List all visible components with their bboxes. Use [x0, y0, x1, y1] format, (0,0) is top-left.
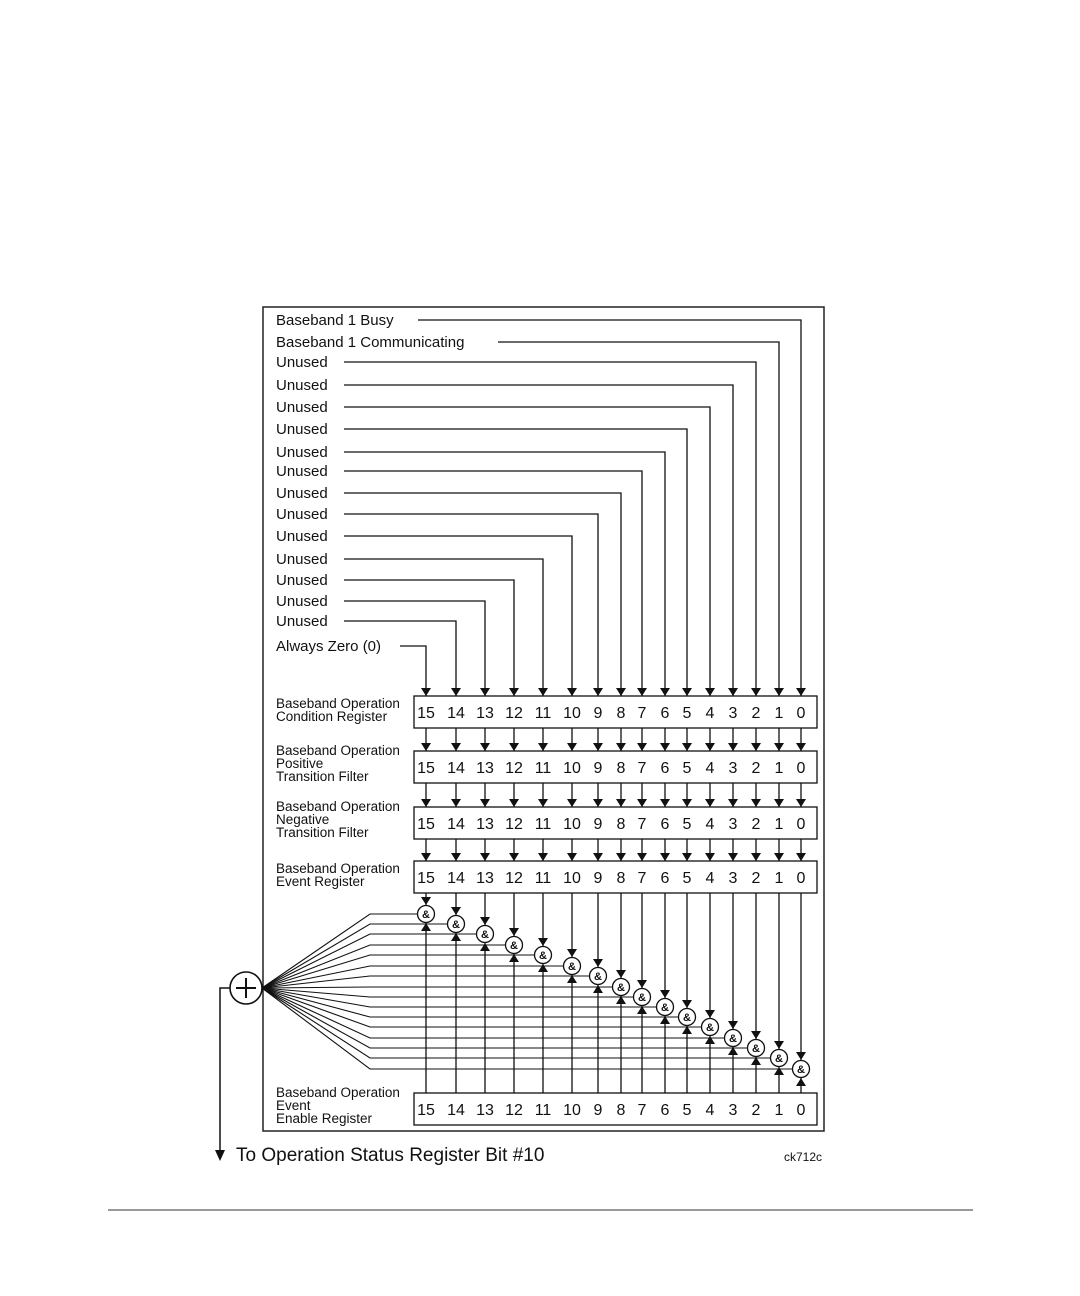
figure-code: ck712c — [784, 1150, 823, 1164]
register-bit-6: 6 — [660, 870, 670, 887]
register-bit-9: 9 — [593, 870, 603, 887]
register-bit-11: 11 — [534, 870, 552, 887]
register-bit-10: 10 — [563, 870, 581, 887]
and-gate-label: & — [510, 940, 518, 952]
register-bit-9: 9 — [593, 705, 603, 722]
bit-line-15 — [400, 646, 426, 696]
register-name-line: Baseband Operation — [276, 696, 400, 711]
register-bit-1: 1 — [774, 760, 784, 777]
and-gate-bit-11 — [262, 893, 552, 1093]
register-bit-15: 15 — [417, 705, 435, 722]
register-bit-7: 7 — [637, 705, 647, 722]
register-bit-11: 11 — [534, 1102, 552, 1119]
and-gate-bit-10 — [262, 893, 581, 1093]
and-gate-label: & — [539, 950, 547, 962]
register-bit-1: 1 — [774, 1102, 784, 1119]
bit-label-9: Unused — [276, 506, 328, 523]
register-name-line: Baseband Operation — [276, 861, 400, 876]
bit-label-13: Unused — [276, 593, 328, 610]
bit-line-3 — [344, 385, 733, 696]
bit-label-4: Unused — [276, 399, 328, 416]
and-gate-label: & — [617, 982, 625, 994]
bit-line-7 — [344, 471, 642, 696]
register-name-line: Transition Filter — [276, 769, 369, 784]
register-bit-2: 2 — [751, 760, 761, 777]
and-gate-bit-3 — [262, 893, 742, 1093]
register-name-line: Positive — [276, 756, 324, 771]
register-bit-5: 5 — [682, 760, 692, 777]
gate-output-line — [262, 966, 563, 988]
register-bit-8: 8 — [616, 870, 626, 887]
bit-line-8 — [344, 493, 621, 696]
register-bit-6: 6 — [660, 816, 670, 833]
register-bit-7: 7 — [637, 816, 647, 833]
register-bit-10: 10 — [563, 1102, 581, 1119]
register-bit-4: 4 — [705, 705, 715, 722]
bit-label-15: Always Zero (0) — [276, 638, 382, 655]
register-bit-8: 8 — [616, 1102, 626, 1119]
register-bit-5: 5 — [682, 870, 692, 887]
bit-line-4 — [344, 407, 710, 696]
bit-line-6 — [344, 452, 665, 696]
or-summation-symbol — [230, 972, 262, 1004]
register-bit-0: 0 — [796, 1102, 806, 1119]
register-bit-12: 12 — [505, 1102, 523, 1119]
and-gate-bit-0 — [262, 893, 810, 1093]
register-bit-13: 13 — [476, 870, 494, 887]
and-gates — [262, 893, 810, 1093]
registers — [276, 696, 817, 1126]
register-bit-5: 5 — [682, 816, 692, 833]
register-bit-0: 0 — [796, 870, 806, 887]
register-name-line: Baseband Operation — [276, 1085, 400, 1100]
register-bit-1: 1 — [774, 816, 784, 833]
output-label: To Operation Status Register Bit #10 — [236, 1145, 545, 1166]
and-gate-label: & — [797, 1064, 805, 1076]
register-bit-5: 5 — [682, 1102, 692, 1119]
register-bit-3: 3 — [728, 1102, 738, 1119]
register-bit-0: 0 — [796, 705, 806, 722]
register-bit-4: 4 — [705, 870, 715, 887]
register-bit-4: 4 — [705, 760, 715, 777]
register-bit-2: 2 — [751, 1102, 761, 1119]
register-bit-12: 12 — [505, 816, 523, 833]
register-name-line: Baseband Operation — [276, 799, 400, 814]
register-bit-7: 7 — [637, 1102, 647, 1119]
register-bit-11: 11 — [534, 760, 552, 777]
register-bit-10: 10 — [563, 705, 581, 722]
register-bit-1: 1 — [774, 870, 784, 887]
register-bit-13: 13 — [476, 816, 494, 833]
register-bit-7: 7 — [637, 870, 647, 887]
bit-label-8: Unused — [276, 485, 328, 502]
bit-label-10: Unused — [276, 528, 328, 545]
bit-label-1: Baseband 1 Communicating — [276, 334, 465, 351]
register-bit-15: 15 — [417, 816, 435, 833]
bit-label-2: Unused — [276, 354, 328, 371]
and-gate-label: & — [661, 1002, 669, 1014]
bit-label-14: Unused — [276, 613, 328, 630]
register-bit-11: 11 — [534, 816, 552, 833]
bit-label-7: Unused — [276, 463, 328, 480]
register-bit-9: 9 — [593, 816, 603, 833]
register-bit-10: 10 — [563, 816, 581, 833]
bit-label-3: Unused — [276, 377, 328, 394]
register-bit-12: 12 — [505, 705, 523, 722]
register-bit-8: 8 — [616, 760, 626, 777]
bit-label-5: Unused — [276, 421, 328, 438]
register-bit-12: 12 — [505, 870, 523, 887]
register-positive-filter — [276, 743, 817, 807]
register-bit-11: 11 — [534, 705, 552, 722]
register-name-line: Event — [276, 1098, 311, 1113]
register-bit-8: 8 — [616, 816, 626, 833]
and-gate-label: & — [452, 919, 460, 931]
register-bit-3: 3 — [728, 705, 738, 722]
register-bit-10: 10 — [563, 760, 581, 777]
bit-line-5 — [344, 429, 687, 696]
and-gate-label: & — [752, 1043, 760, 1055]
register-bit-13: 13 — [476, 1102, 494, 1119]
register-bit-6: 6 — [660, 760, 670, 777]
bit-line-0 — [418, 320, 801, 696]
bit-line-1 — [498, 342, 779, 696]
register-bit-15: 15 — [417, 760, 435, 777]
register-bit-13: 13 — [476, 760, 494, 777]
register-bit-9: 9 — [593, 760, 603, 777]
register-event — [276, 861, 817, 893]
and-gate-label: & — [594, 971, 602, 983]
and-gate-bit-12 — [262, 893, 523, 1093]
register-bit-14: 14 — [447, 1102, 465, 1119]
register-bit-13: 13 — [476, 705, 494, 722]
register-name-line: Enable Register — [276, 1111, 373, 1126]
and-gate-bit-1 — [262, 893, 788, 1093]
register-name-line: Baseband Operation — [276, 743, 400, 758]
register-bit-14: 14 — [447, 705, 465, 722]
register-bit-14: 14 — [447, 870, 465, 887]
bit-label-0: Baseband 1 Busy — [276, 312, 394, 329]
register-bit-8: 8 — [616, 705, 626, 722]
and-gate-label: & — [729, 1033, 737, 1045]
register-bit-2: 2 — [751, 705, 761, 722]
register-bit-4: 4 — [705, 1102, 715, 1119]
register-bit-6: 6 — [660, 705, 670, 722]
register-bit-2: 2 — [751, 816, 761, 833]
and-gate-label: & — [568, 961, 576, 973]
register-bit-0: 0 — [796, 760, 806, 777]
output-line — [215, 988, 230, 1161]
register-name-line: Negative — [276, 812, 330, 827]
and-gate-bit-2 — [262, 893, 765, 1093]
register-name-line: Event Register — [276, 874, 365, 889]
register-negative-filter — [276, 799, 817, 861]
register-bit-14: 14 — [447, 760, 465, 777]
bit-line-9 — [344, 514, 598, 696]
register-bit-15: 15 — [417, 1102, 435, 1119]
gate-output-line — [262, 987, 612, 988]
register-bit-2: 2 — [751, 870, 761, 887]
and-gate-label: & — [706, 1022, 714, 1034]
register-bit-3: 3 — [728, 760, 738, 777]
and-gate-label: & — [775, 1053, 783, 1065]
and-gate-label: & — [638, 992, 646, 1004]
bit-line-14 — [344, 621, 456, 696]
bit-label-6: Unused — [276, 444, 328, 461]
gate-output-line — [262, 934, 476, 988]
register-bit-3: 3 — [728, 816, 738, 833]
bit-line-10 — [344, 536, 572, 696]
bit-label-12: Unused — [276, 572, 328, 589]
register-name-line: Condition Register — [276, 709, 388, 724]
register-bit-12: 12 — [505, 760, 523, 777]
and-gate-bit-9 — [262, 893, 607, 1093]
bit-input-lines — [276, 312, 801, 696]
register-bit-6: 6 — [660, 1102, 670, 1119]
register-event-enable — [276, 1085, 817, 1126]
register-bit-15: 15 — [417, 870, 435, 887]
register-bit-9: 9 — [593, 1102, 603, 1119]
and-gate-label: & — [422, 909, 430, 921]
register-bit-5: 5 — [682, 705, 692, 722]
gate-output-line — [262, 988, 633, 997]
register-bit-3: 3 — [728, 870, 738, 887]
register-name-line: Transition Filter — [276, 825, 369, 840]
register-bit-1: 1 — [774, 705, 784, 722]
register-bit-4: 4 — [705, 816, 715, 833]
and-gate-label: & — [683, 1012, 691, 1024]
register-bit-7: 7 — [637, 760, 647, 777]
and-gate-label: & — [481, 929, 489, 941]
bit-label-11: Unused — [276, 551, 328, 568]
register-bit-14: 14 — [447, 816, 465, 833]
register-bit-0: 0 — [796, 816, 806, 833]
